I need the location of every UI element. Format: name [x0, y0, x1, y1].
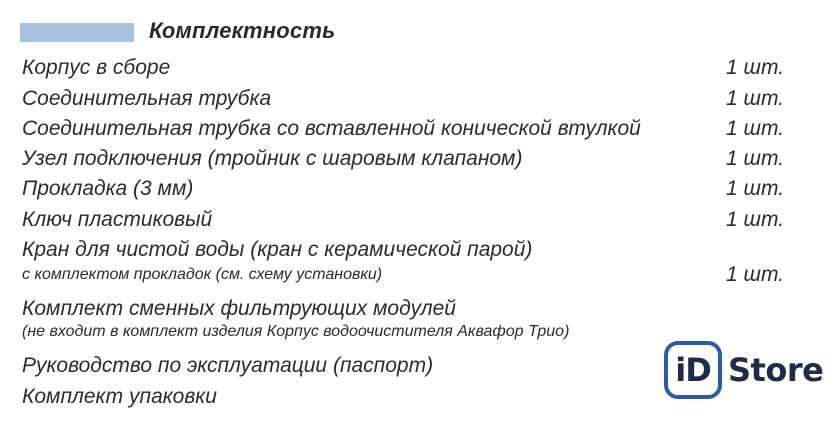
item-qty: 1 шт. — [726, 87, 785, 110]
watermark-badge: iD — [664, 341, 722, 399]
item-name: Руководство по эксплуатации (паспорт) — [22, 354, 434, 377]
item-qty: 1 шт. — [726, 56, 785, 79]
watermark-text: Store — [728, 351, 824, 389]
item-qty: 1 шт. — [726, 263, 785, 286]
item-qty: 1 шт. — [726, 208, 785, 231]
item-name: Комплект сменных фильтрующих модулей — [22, 297, 456, 320]
section-title: Комплектность — [149, 18, 336, 43]
item-note-clip — [22, 322, 662, 344]
section-accent-bar — [20, 23, 134, 42]
item-name: Кран для чистой воды (кран с керамической парой) — [22, 238, 533, 261]
item-name: Узел подключения (тройник с шаровым клапаном) — [22, 147, 523, 170]
item-note: с комплектом прокладок (см. схему установки) — [22, 266, 383, 283]
item-name: Прокладка (3 мм) — [22, 177, 194, 200]
item-note: (не входит в комплект изделия Корпус водоочистителя Аквафор Трио) — [22, 323, 570, 340]
item-name: Корпус в сборе — [22, 56, 171, 79]
item-name: Комплект упаковки — [22, 385, 217, 408]
item-qty: 1 шт. — [726, 177, 785, 200]
watermark-logo — [664, 336, 830, 404]
item-name: Ключ пластиковый — [22, 208, 213, 231]
item-qty: 1 шт. — [726, 117, 785, 140]
item-name: Соединительная трубка — [22, 87, 272, 110]
item-qty: 1 шт. — [726, 147, 785, 170]
item-name: Соединительная трубка со вставленной конической втулкой — [22, 117, 641, 140]
